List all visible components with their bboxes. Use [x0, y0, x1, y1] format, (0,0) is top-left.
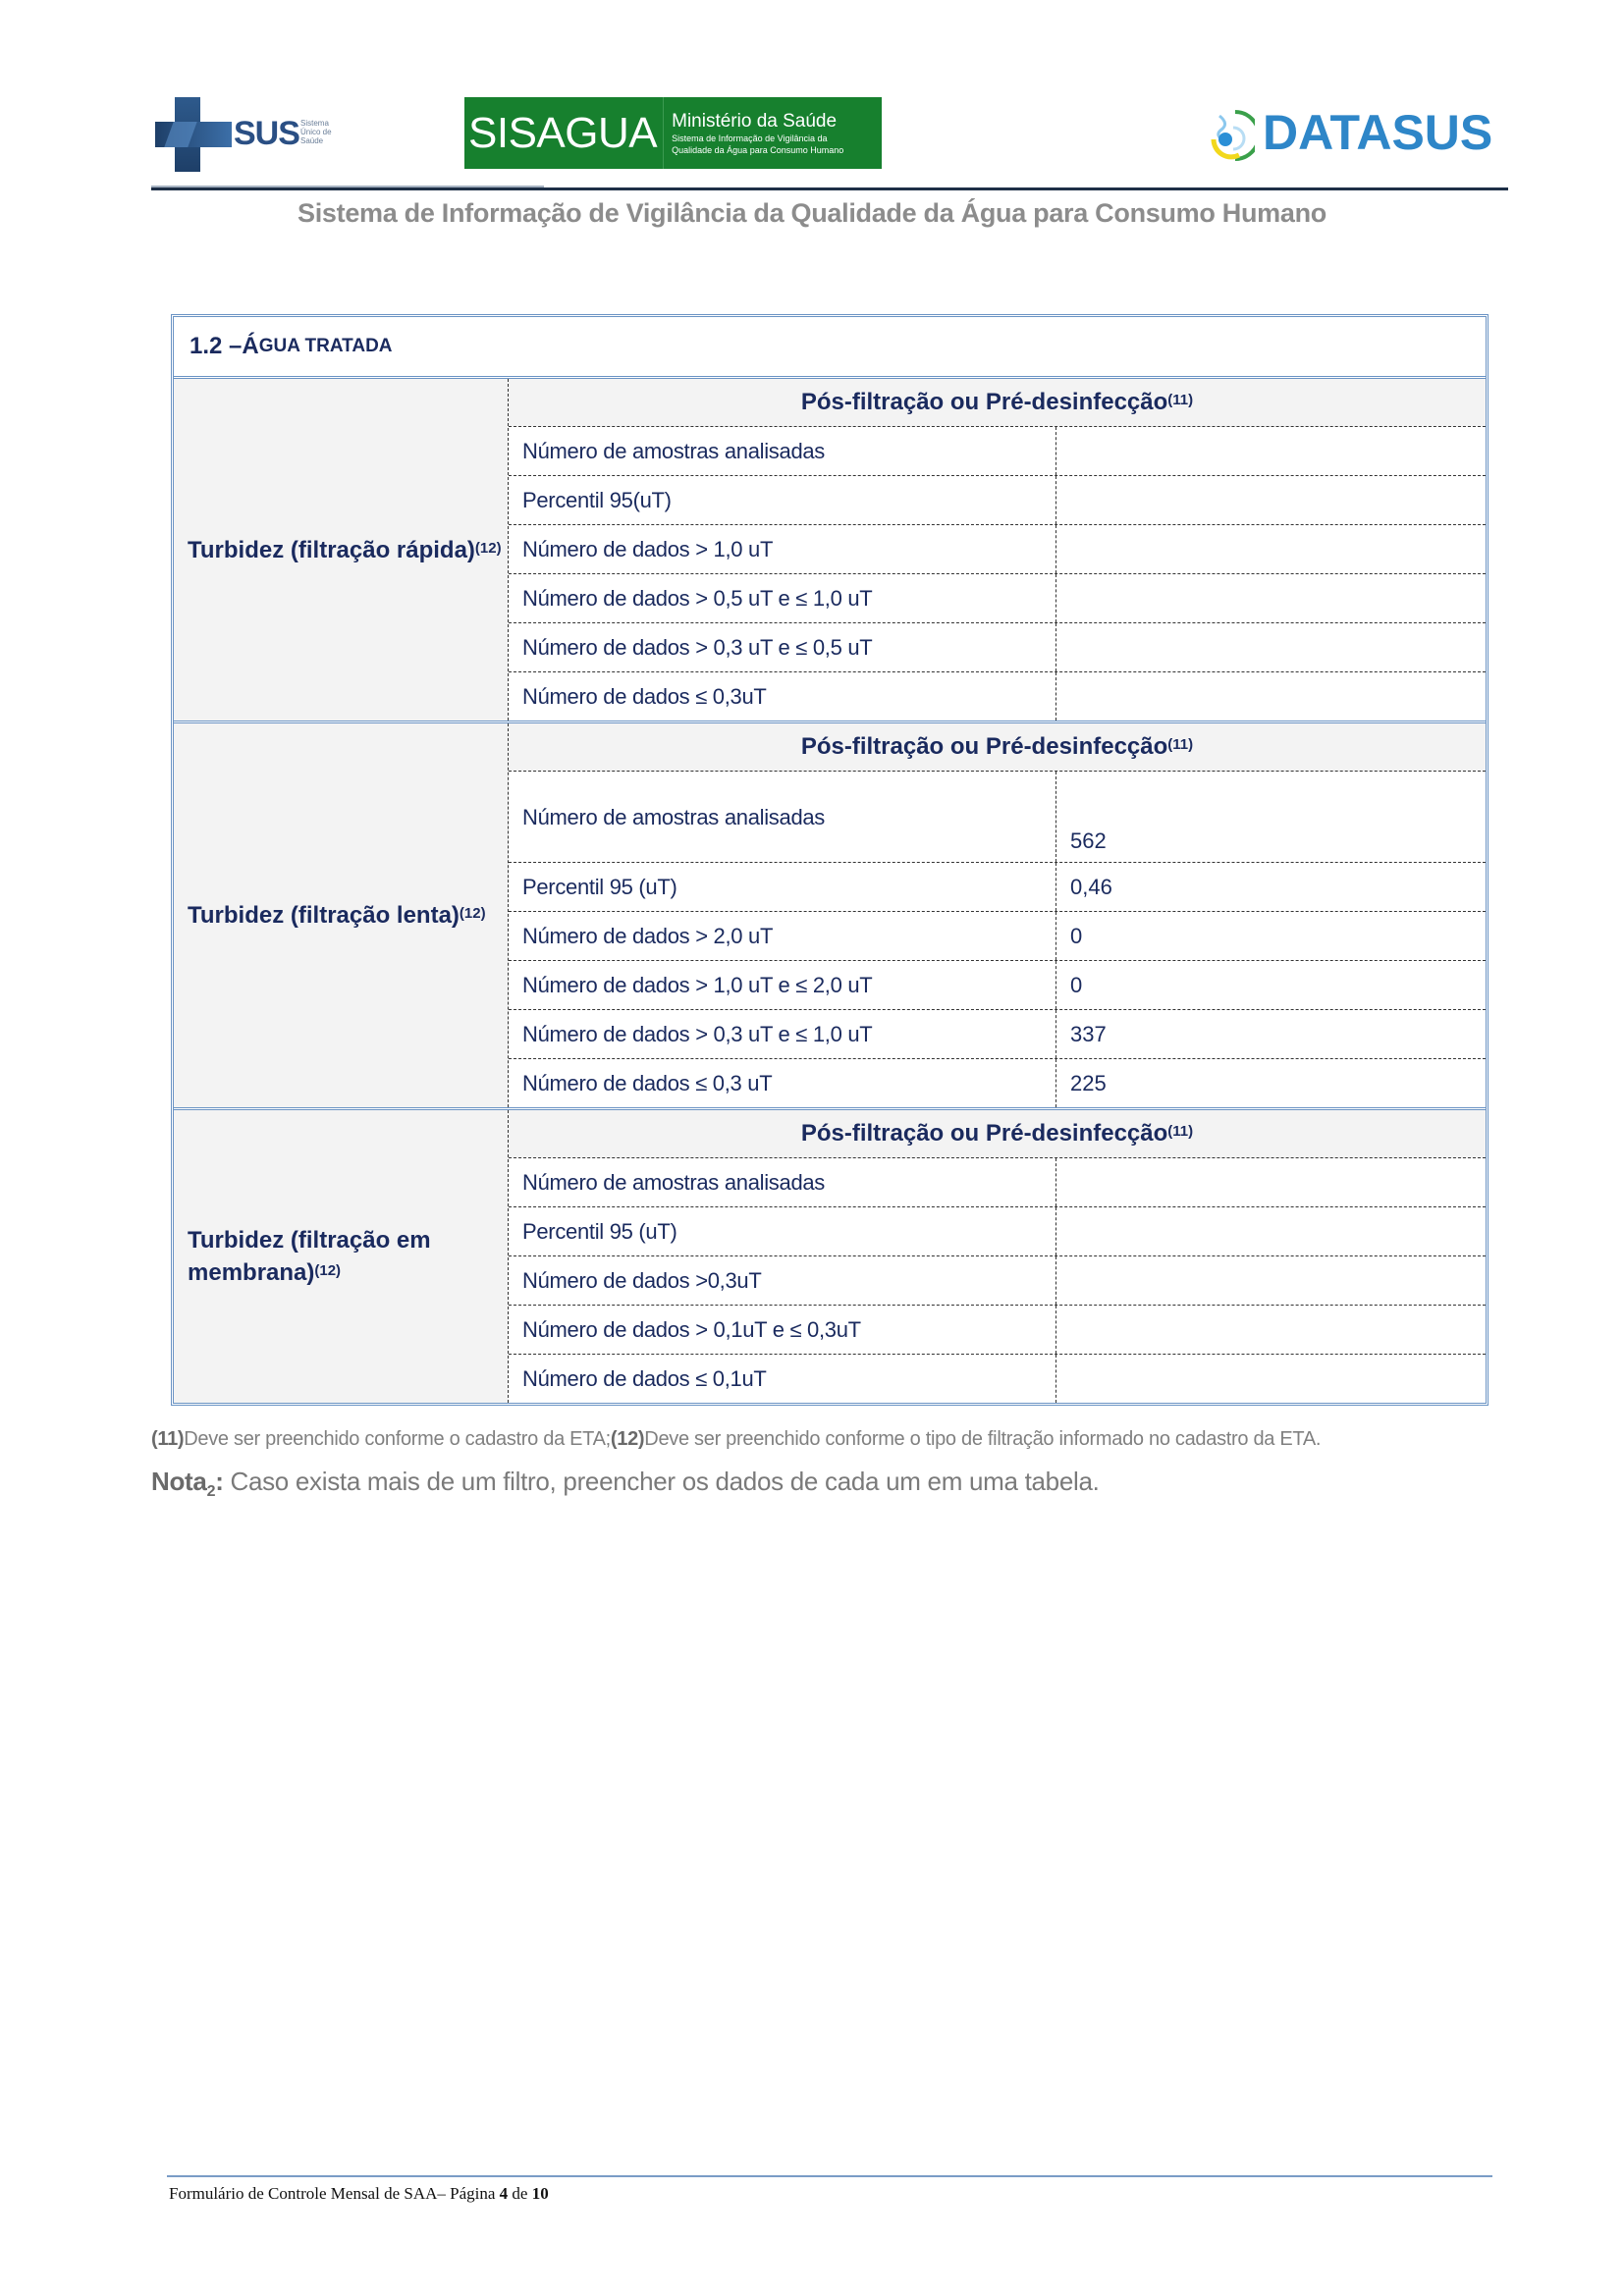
- note-label: Nota: [151, 1467, 207, 1496]
- value-field[interactable]: [1056, 1158, 1486, 1206]
- sus-logo-text: SUS: [234, 115, 299, 152]
- table-row: [509, 912, 1486, 961]
- group-body: [509, 1110, 1486, 1403]
- footnote-ref: (12): [459, 905, 486, 922]
- footnote-ref: (12): [474, 539, 502, 557]
- header-divider: [151, 187, 1508, 190]
- footnotes: [151, 1428, 1321, 1451]
- row-label: Número de dados > 1,0 uT e ≤ 2,0 uT: [509, 961, 1056, 1009]
- value-field[interactable]: [1056, 427, 1486, 475]
- footnote-ref: (11): [1167, 736, 1194, 753]
- value-field[interactable]: [1056, 1355, 1486, 1403]
- datasus-swirl-icon: [1206, 106, 1255, 165]
- table-row: [509, 863, 1486, 912]
- value-field[interactable]: [1056, 525, 1486, 573]
- value-field[interactable]: 337: [1056, 1010, 1486, 1058]
- sisagua-ministry: Ministério da Saúde: [672, 110, 838, 132]
- footnote-text-12: Deve ser preenchido conforme o tipo de filtração informado no cadastro da ETA.: [644, 1428, 1322, 1450]
- row-label: Número de amostras analisadas: [509, 772, 1056, 862]
- footer-divider: [167, 2175, 1492, 2177]
- footnote-text-11: Deve ser preenchido conforme o cadastro da ETA;: [184, 1428, 611, 1450]
- group-body: [509, 723, 1486, 1107]
- subheader: [509, 723, 1486, 772]
- group-label-rapid-filtration: [174, 379, 509, 721]
- value-field[interactable]: [1056, 623, 1486, 671]
- row-label: Número de dados > 0,3 uT e ≤ 0,5 uT: [509, 623, 1056, 671]
- table-row: [509, 1059, 1486, 1107]
- group-label-text: Turbidez (filtração lenta): [188, 902, 460, 929]
- table-row: [509, 1306, 1486, 1355]
- row-label: Número de dados > 1,0 uT: [509, 525, 1056, 573]
- sus-logo-subtext: Sistema Único de Saúde: [300, 119, 332, 145]
- table-row: [509, 525, 1486, 574]
- table-row: [509, 1158, 1486, 1207]
- page-number: 4: [499, 2184, 509, 2203]
- sisagua-logo-right: [664, 111, 843, 156]
- sisagua-subtitle-2: Qualidade da Água para Consumo Humano: [672, 144, 844, 155]
- row-label: Número de amostras analisadas: [509, 427, 1056, 475]
- subheader-text: Pós-filtração ou Pré-desinfecção: [800, 1120, 1168, 1147]
- table-row: [509, 1207, 1486, 1256]
- treated-water-table: [171, 314, 1489, 1406]
- table-row: [509, 476, 1486, 525]
- value-field[interactable]: [1056, 1256, 1486, 1305]
- footer-of: de: [508, 2184, 532, 2203]
- row-label: Percentil 95(uT): [509, 476, 1056, 524]
- section-title-initial: Á: [242, 333, 259, 359]
- row-label: Número de amostras analisadas: [509, 1158, 1056, 1206]
- value-field[interactable]: 0,46: [1056, 863, 1486, 911]
- group-membrane-filtration: [174, 1110, 1486, 1403]
- value-field[interactable]: [1056, 1306, 1486, 1354]
- datasus-logo: [1206, 98, 1500, 177]
- subheader: [509, 1110, 1486, 1158]
- footnote-ref: (11): [1167, 392, 1194, 408]
- row-label: Número de dados ≤ 0,3 uT: [509, 1059, 1056, 1107]
- system-title: Sistema de Informação de Vigilância da Qualidade da Água para Consumo Humano: [298, 198, 1326, 228]
- table-row: [509, 574, 1486, 623]
- footnote-ref-11: (11): [151, 1428, 185, 1450]
- value-field[interactable]: [1056, 574, 1486, 622]
- table-row: [509, 772, 1486, 863]
- footnote-ref: (11): [1167, 1123, 1194, 1140]
- sus-logo: [155, 95, 342, 174]
- sisagua-subtitle-1: Sistema de Informação de Vigilância da: [672, 133, 828, 143]
- row-label: Número de dados > 0,1uT e ≤ 0,3uT: [509, 1306, 1056, 1354]
- footnote-ref: (12): [314, 1262, 342, 1279]
- group-label-text: Turbidez (filtração rápida): [188, 536, 475, 563]
- note-colon: :: [215, 1467, 224, 1496]
- value-field[interactable]: 562: [1056, 772, 1486, 862]
- datasus-logo-text: DATASUS: [1263, 105, 1493, 160]
- row-label: Percentil 95 (uT): [509, 1207, 1056, 1255]
- table-row: [509, 1355, 1486, 1403]
- section-heading: [174, 317, 1486, 379]
- row-label: Número de dados > 0,3 uT e ≤ 1,0 uT: [509, 1010, 1056, 1058]
- group-slow-filtration: [174, 723, 1486, 1110]
- group-label-text-2: membrana): [188, 1259, 315, 1286]
- page-total: 10: [531, 2184, 549, 2203]
- note-text: Caso exista mais de um filtro, preencher os dados de cada um em uma tabela.: [223, 1467, 1100, 1496]
- row-label: Número de dados > 2,0 uT: [509, 912, 1056, 960]
- page-footer: [169, 2184, 549, 2204]
- group-label-text: Turbidez (filtração em: [188, 1227, 431, 1254]
- footer-text: Formulário de Controle Mensal de SAA– Página: [169, 2184, 500, 2203]
- subheader-text: Pós-filtração ou Pré-desinfecção: [800, 389, 1168, 415]
- table-row: [509, 1256, 1486, 1306]
- row-label: Percentil 95 (uT): [509, 863, 1056, 911]
- note-subscript: 2: [206, 1483, 216, 1501]
- sisagua-logo-name: SISAGUA: [464, 97, 664, 169]
- section-number: 1.2 –: [189, 333, 243, 359]
- row-label: Número de dados ≤ 0,3uT: [509, 672, 1056, 721]
- value-field[interactable]: 225: [1056, 1059, 1486, 1107]
- value-field[interactable]: [1056, 476, 1486, 524]
- note: [151, 1467, 1100, 1501]
- value-field[interactable]: [1056, 672, 1486, 721]
- subheader: [509, 379, 1486, 427]
- table-row: [509, 427, 1486, 476]
- row-label: Número de dados >0,3uT: [509, 1256, 1056, 1305]
- value-field[interactable]: 0: [1056, 961, 1486, 1009]
- group-label-slow-filtration: [174, 723, 509, 1107]
- table-row: [509, 1010, 1486, 1059]
- table-row: [509, 623, 1486, 672]
- value-field[interactable]: 0: [1056, 912, 1486, 960]
- section-title-rest: GUA TRATADA: [258, 336, 393, 356]
- subheader-text: Pós-filtração ou Pré-desinfecção: [800, 733, 1168, 760]
- sisagua-logo: [464, 97, 882, 169]
- value-field[interactable]: [1056, 1207, 1486, 1255]
- table-row: [509, 672, 1486, 721]
- row-label: Número de dados > 0,5 uT e ≤ 1,0 uT: [509, 574, 1056, 622]
- row-label: Número de dados ≤ 0,1uT: [509, 1355, 1056, 1403]
- footnote-ref-12: (12): [610, 1428, 645, 1450]
- group-rapid-filtration: [174, 379, 1486, 723]
- group-label-membrane-filtration: [174, 1110, 509, 1403]
- table-row: [509, 961, 1486, 1010]
- group-body: [509, 379, 1486, 721]
